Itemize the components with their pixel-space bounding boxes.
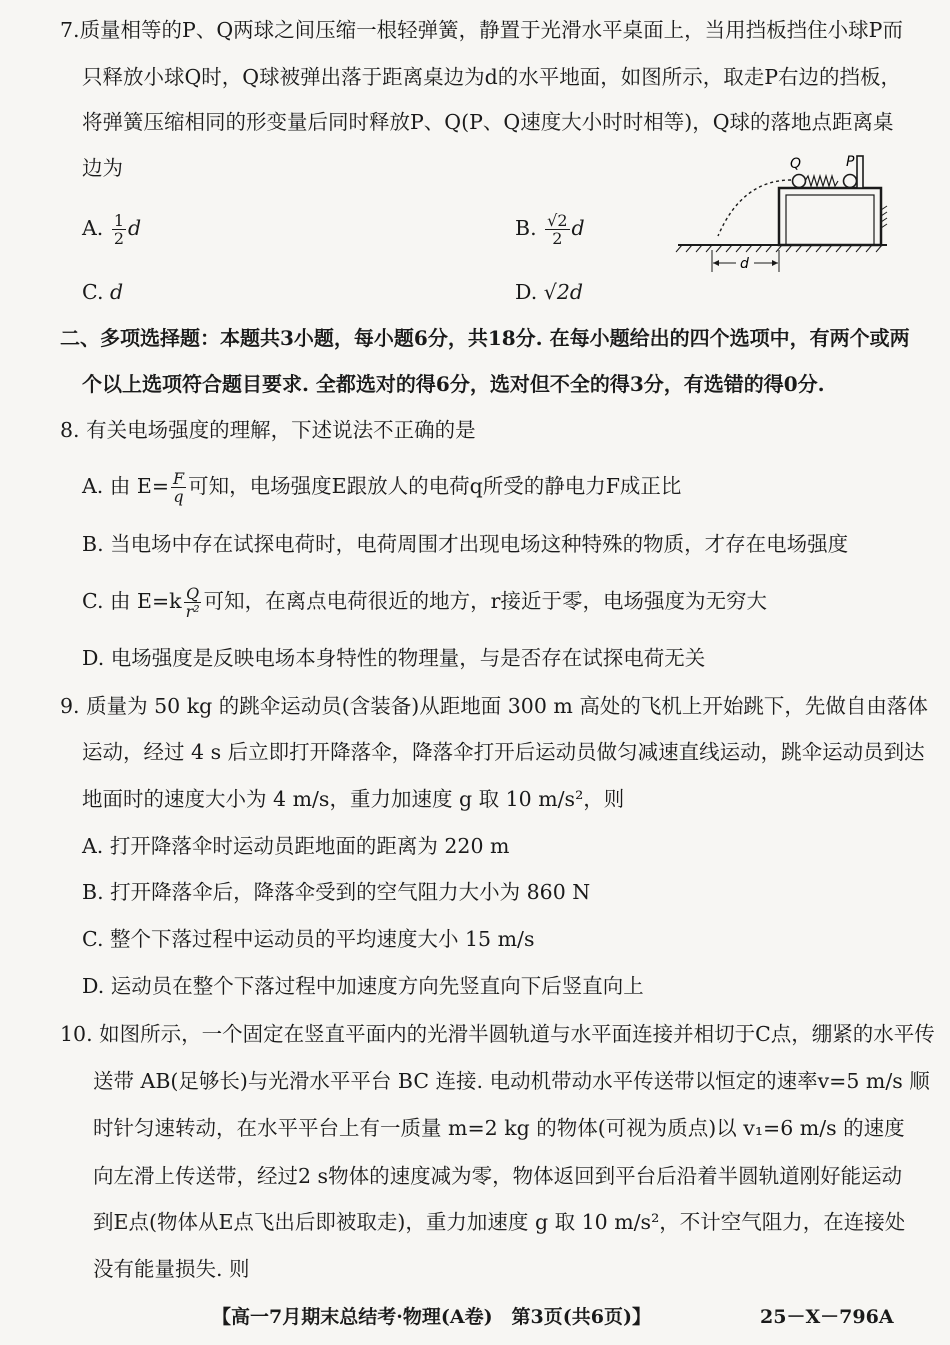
q8-option-c-fraction: $\frac{Q}{\text{r²}}$ xyxy=(185,584,200,621)
label-p: P xyxy=(846,154,855,170)
spring xyxy=(805,176,838,186)
section-2-heading-line-1: 二、多项选择题：本题共3小题，每小题6分，共18分. 在每小题给出的四个选项中，有两个或两 xyxy=(60,326,910,350)
baffle xyxy=(857,156,863,188)
q8-option-a-fraction: $\frac{F}{q}$ xyxy=(173,469,185,506)
table-inner xyxy=(786,195,874,245)
q7-line-3: 将弹簧压缩相同的形变量后同时释放P、Q(P、Q速度大小时时相等)，Q球的落地点距离桌 xyxy=(82,110,894,134)
q8-stem: 8. 有关电场强度的理解，下述说法不正确的是 xyxy=(60,418,476,442)
q10-line-6: 没有能量损失. 则 xyxy=(93,1257,250,1281)
q9-line-1: 9. 质量为 50 kg 的跳伞运动员(含装备)从距地面 300 m 高处的飞机上开始跳下，先做自由落体 xyxy=(60,694,928,718)
q9-option-c: C. 整个下落过程中运动员的平均速度大小 15 m/s xyxy=(82,927,535,951)
q10-line-1: 10. 如图所示，一个固定在竖直平面内的光滑半圆轨道与水平面连接并相切于C点，绷紧的水平传 xyxy=(60,1022,935,1046)
label-q: Q xyxy=(790,156,802,172)
ball-p xyxy=(844,175,857,188)
arrowhead-right xyxy=(772,260,778,266)
q7-option-b: B. $\frac{√2}{2}$ d xyxy=(515,211,585,248)
q10-line-4: 向左滑上传送带，经过2 s物体的速度减为零，物体返回到平台后沿着半圆轨道刚好能运动 xyxy=(93,1164,903,1188)
q9-option-b: B. 打开降落伞后，降落伞受到的空气阻力大小为 860 N xyxy=(82,880,591,904)
ball-q xyxy=(793,175,806,188)
q7-line-2: 只释放小球Q时，Q球被弹出落于距离桌边为d的水平地面，如图所示，取走P右边的挡板， xyxy=(82,65,902,89)
section-2-heading-line-2: 个以上选项符合题目要求. 全都选对的得6分，选对但不全的得3分，有选错的得0分. xyxy=(82,372,825,396)
q9-option-d: D. 运动员在整个下落过程中加速度方向先竖直向下后竖直向上 xyxy=(82,974,644,998)
q7-option-d: D. √2d xyxy=(515,280,583,304)
table xyxy=(779,188,881,245)
label-d: d xyxy=(740,256,749,272)
q7-option-a: A. $\frac{1}{2}$ d xyxy=(82,211,142,248)
q8-option-a: A. 由 E= $\frac{F}{q}$ 可知，电场强度E跟放人的电荷q所受的静电力F成正比 xyxy=(82,469,682,506)
q10-line-5: 到E点(物体从E点飞出后即被取走)，重力加速度 g 取 10 m/s²，不计空气阻力，在连接处 xyxy=(93,1210,906,1234)
q7-line-1: 7.质量相等的P、Q两球之间压缩一根轻弹簧，静置于光滑水平桌面上，当用挡板挡住小球P而 xyxy=(60,18,903,42)
q9-line-3: 地面时的速度大小为 4 m/s，重力加速度 g 取 10 m/s²，则 xyxy=(82,787,625,811)
q10-line-3: 时针匀速转动，在水平平台上有一质量 m=2 kg 的物体(可视为质点)以 v₁=6 m/s 的速度 xyxy=(93,1116,905,1140)
page-footer-code: 25－X－796A xyxy=(760,1306,894,1328)
q7-option-c: C. d xyxy=(82,280,124,304)
arrowhead-left xyxy=(713,260,719,266)
q8-option-b: B. 当电场中存在试探电荷时，电荷周围才出现电场这种特殊的物质，才存在电场强度 xyxy=(82,532,849,556)
q7-option-a-fraction: $\frac{1}{2}$ xyxy=(113,211,125,248)
q7-option-b-fraction: $\frac{√2}{2}$ xyxy=(547,211,568,248)
page-footer-info: 【高一7月期末总结考·物理(A卷) 第3页(共6页)】 xyxy=(212,1306,651,1328)
q10-line-2: 送带 AB(足够长)与光滑水平平台 BC 连接. 电动机带动水平传送带以恒定的速率v=5 m/s 顺 xyxy=(93,1069,930,1093)
q7-line-4: 边为 xyxy=(82,156,123,180)
q8-option-c: C. 由 E=k $\frac{Q}{\text{r²}}$ 可知，在离点电荷很近的地方，r接近于零，电场强度为无穷大 xyxy=(82,584,767,621)
q7-spring-table-diagram xyxy=(672,150,892,275)
q8-option-d: D. 电场强度是反映电场本身特性的物理量，与是否存在试探电荷无关 xyxy=(82,646,706,670)
q9-line-2: 运动，经过 4 s 后立即打开降落伞，降落伞打开后运动员做匀减速直线运动，跳伞运动员到达 xyxy=(82,740,925,764)
q9-option-a: A. 打开降落伞时运动员距地面的距离为 220 m xyxy=(82,834,510,858)
